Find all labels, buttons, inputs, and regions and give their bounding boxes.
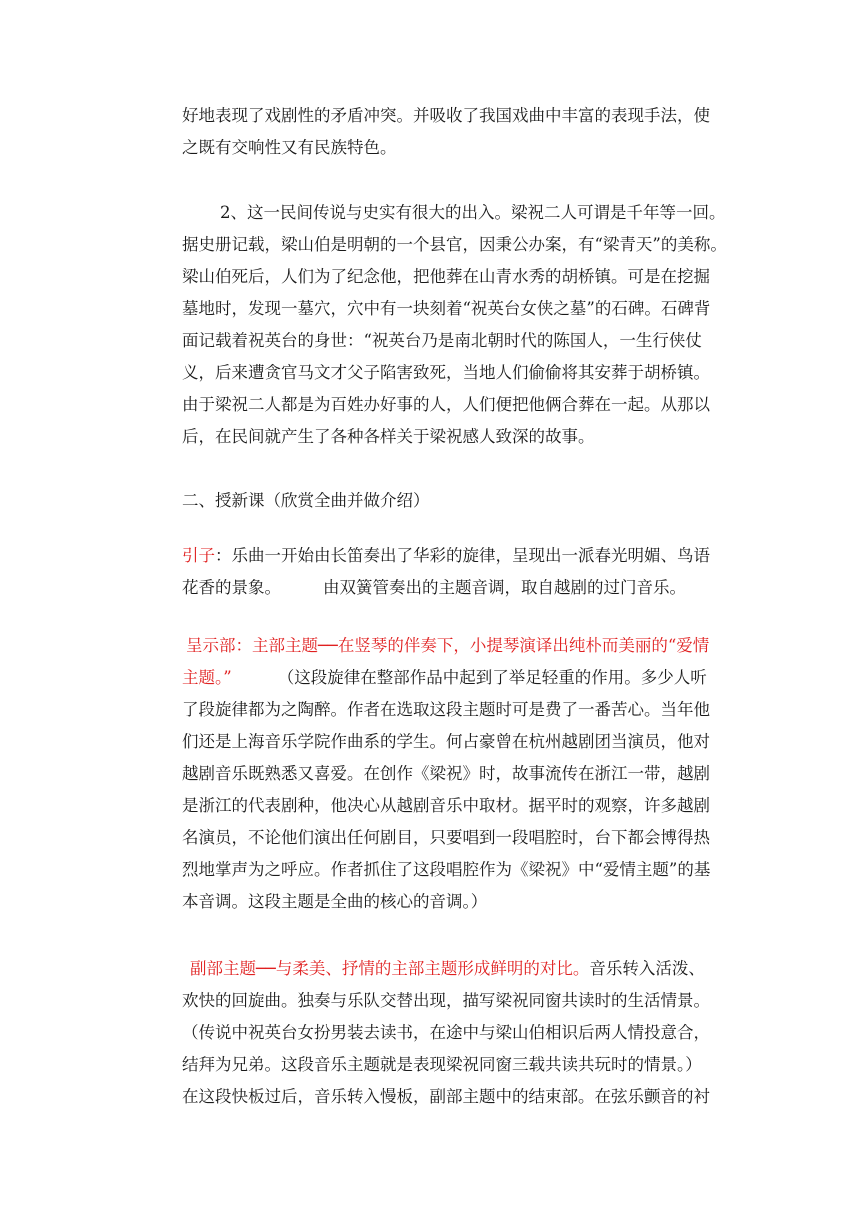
- text-line: 义，后来遭贪官马文才父子陷害致死，当地人们偷偷将其安葬于胡桥镇。: [182, 363, 710, 382]
- text-line: 墓地时，发现一墓穴，穴中有一块刻着“祝英台女侠之墓”的石碑。石碑背: [182, 299, 711, 318]
- heading-text: 二、授新课（欣赏全曲并做介绍）: [182, 491, 430, 510]
- text-line: 结拜为兄弟。这段音乐主题就是表现梁祝同窗三载共读共玩时的情景。）: [182, 1055, 702, 1074]
- text-line: （传说中祝英台女扮男装去读书，在途中与梁山伯相识后两人情投意合，: [182, 1023, 710, 1042]
- text-line: 欢快的回旋曲。独奏与乐队交替出现，描写梁祝同窗共读时的生活情景。: [182, 991, 710, 1010]
- text-line: 后，在民间就产生了各种各样关于梁祝感人致深的故事。: [182, 427, 595, 446]
- text-line: 2、这一民间传说与史实有很大的出入。梁祝二人可谓是千年等一回。: [220, 203, 726, 222]
- text-line: 本音调。这段主题是全曲的核心的音调。）: [182, 892, 488, 911]
- paragraph-intro-continuation: [182, 100, 742, 164]
- text-line: 由于梁祝二人都是为百姓办好事的人，人们便把他俩合葬在一起。从那以: [182, 395, 710, 414]
- text-line: [182, 662, 742, 694]
- paragraph-legend-history: [182, 197, 742, 453]
- text-line: 在这段快板过后，音乐转入慢板，副部主题中的结束部。在弦乐颤音的衬: [182, 1087, 710, 1106]
- text-line: 据史册记载，梁山伯是明朝的一个县官，因秉公办案，有“梁青天”的美称。: [182, 235, 727, 254]
- section-heading: [182, 485, 742, 517]
- paragraph-introduction-section: [182, 540, 742, 604]
- text-line: 梁山伯死后，人们为了纪念他，把他葬在山青水秀的胡桥镇。可是在挖掘: [182, 267, 710, 286]
- text-line: 了段旋律都为之陶醉。作者在选取这段主题时可是费了一番苦心。当年他: [182, 700, 710, 719]
- label-introduction: 引子: [182, 546, 215, 565]
- paragraph-secondary-theme: [182, 953, 742, 1113]
- text-line: 们还是上海音乐学院作曲系的学生。何占豪曾在杭州越剧团当演员，他对: [182, 732, 710, 751]
- text-line: 好地表现了戏剧性的矛盾冲突。并吸收了我国戏曲中丰富的表现手法，使: [182, 106, 710, 125]
- text-segment-red: 副部主题──与柔美、抒情的主部主题形成鲜明的对比。: [190, 959, 590, 978]
- text-line: 烈地掌声为之呼应。作者抓住了这段唱腔作为《梁祝》中“爱情主题”的基: [182, 860, 711, 879]
- text-segment-red: 主题。”: [182, 668, 232, 687]
- text-segment: 花香的景象。: [182, 578, 281, 597]
- text-line: 越剧音乐既熟悉又喜爱。在创作《梁祝》时，故事流传在浙江一带，越剧: [182, 764, 710, 783]
- text-segment: （这段旋律在整部作品中起到了举足轻重的作用。多少人听: [277, 668, 707, 687]
- text-segment: ：乐曲一开始由长笛奏出了华彩的旋律，呈现出一派春光明媚、鸟语: [215, 546, 710, 565]
- paragraph-exposition: [182, 630, 742, 918]
- text-segment: 音乐转入活泼、: [589, 959, 705, 978]
- text-line: [182, 953, 742, 985]
- text-line: 是浙江的代表剧种，他决心从越剧音乐中取材。据平时的观察，许多越剧: [182, 796, 710, 815]
- text-line: 面记载着祝英台的身世：“祝英台乃是南北朝时代的陈国人，一生行侠仗: [182, 331, 702, 350]
- text-segment: 由双簧管奏出的主题音调，取自越剧的过门音乐。: [323, 578, 686, 597]
- text-line: [182, 572, 742, 604]
- text-line-red: 呈示部：主部主题──在竖琴的伴奏下，小提琴演译出纯朴而美丽的“爱情: [186, 636, 710, 655]
- text-line: 名演员，不论他们演出任何剧目，只要唱到一段唱腔时，台下都会博得热: [182, 828, 710, 847]
- text-line: [182, 540, 742, 572]
- text-line: 之既有交响性又有民族特色。: [182, 138, 397, 157]
